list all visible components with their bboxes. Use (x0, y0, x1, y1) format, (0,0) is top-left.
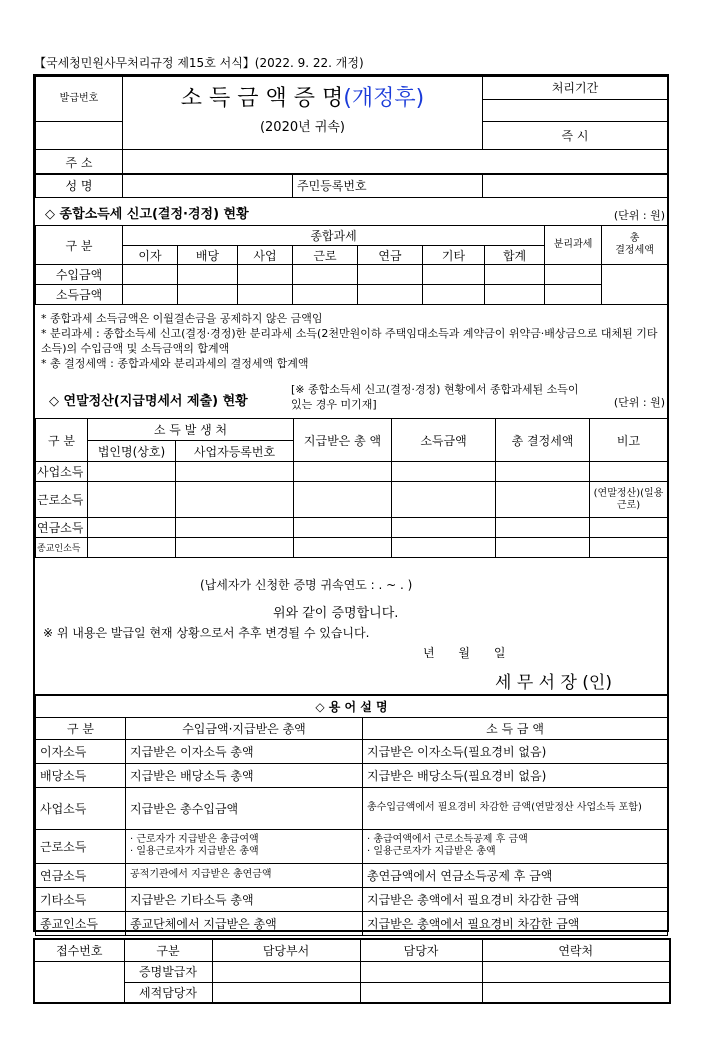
row-income: 소득금액 (36, 285, 123, 305)
col-labor: 근로 (293, 246, 358, 265)
g-h3: 소 득 금 액 (363, 717, 668, 739)
s2-col-tax: 총 결정세액 (496, 419, 590, 462)
certify-text: 위와 같이 증명합니다. (273, 606, 399, 621)
page-title: 소 득 금 액 증 명 (180, 85, 344, 111)
remark-labor: (연말정산)(일용근로) (590, 482, 668, 518)
processing-label: 처리기간 (483, 77, 667, 100)
f-row-registrar: 세적담당자 (124, 982, 212, 1003)
g-row-other: 기타소득 (36, 887, 126, 911)
issuer-person[interactable] (360, 961, 482, 982)
g-labor-b: · 총급여액에서 근로소득공제 후 금액 · 일용근로자가 지급받은 총액 (363, 829, 668, 863)
f-h-gubun: 구분 (124, 939, 212, 961)
g-pension-b: 총연금액에서 연금소득공제 후 금액 (363, 863, 668, 887)
g-other-a: 지급받은 기타소득 총액 (126, 887, 363, 911)
rrn-label: 주민등록번호 (293, 174, 483, 198)
col-pension: 연금 (358, 246, 423, 265)
s2-row-business: 사업소득 (36, 462, 88, 482)
f-h-receipt: 접수번호 (34, 939, 124, 961)
section2-unit: (단위 : 원) (613, 396, 665, 409)
settlement-table (35, 418, 668, 558)
year-label: (2020년 귀속) (259, 119, 346, 135)
s2-col-remark: 비고 (590, 419, 668, 462)
receipt-no-field[interactable] (34, 961, 124, 1003)
title-table (35, 76, 668, 175)
issuer-dept[interactable] (212, 961, 360, 982)
g-other-b: 지급받은 총액에서 필요경비 차감한 금액 (363, 887, 668, 911)
note-1: * 종합과세 소득금액은 이월결손금을 공제하지 않은 금액임 (41, 312, 323, 325)
rrn-field[interactable] (483, 174, 668, 198)
s2-row-religion: 종교인소득 (36, 538, 88, 558)
section2-title: ◇ 연말정산(지급명세서 제출) 현황 (49, 394, 248, 409)
g-row-business: 사업소득 (36, 787, 126, 829)
notice-text: ※ 위 내용은 발급일 현재 상황으로서 추후 변경될 수 있습니다. (43, 626, 370, 640)
col-gubun: 구 분 (36, 226, 123, 265)
g-row-religion: 종교인소득 (36, 911, 126, 935)
g-interest-b: 지급받은 이자소득(필요경비 없음) (363, 739, 668, 763)
name-field[interactable] (123, 174, 293, 198)
notes1 (41, 311, 665, 371)
g-row-interest: 이자소득 (36, 739, 126, 763)
issue-no-label: 발급번호 (36, 77, 123, 122)
s2-row-pension: 연금소득 (36, 518, 88, 538)
g-dividend-a: 지급받은 배당소득 총액 (126, 763, 363, 787)
note-3: * 총 결정세액 : 종합과세와 분리과세의 결정세액 합계액 (41, 357, 309, 370)
g-h1: 구 분 (36, 717, 126, 739)
col-business: 사업 (238, 246, 293, 265)
claim-year: (납세자가 신청한 증명 귀속연도 : . ~ . ) (200, 578, 413, 592)
g-dividend-b: 지급받은 배당소득(필요경비 없음) (363, 763, 668, 787)
s2-row-labor: 근로소득 (36, 482, 88, 518)
col-other: 기타 (423, 246, 485, 265)
s2-col-bizno: 사업자등록번호 (176, 441, 294, 462)
col-sum: 합계 (485, 246, 545, 265)
issue-no-value[interactable] (36, 122, 123, 150)
s2-col-source: 소 득 발 생 처 (88, 419, 294, 441)
g-business-a: 지급받은 총수입금액 (126, 787, 363, 829)
office-seal: 세 무 서 장 (인) (495, 673, 612, 693)
glossary-title: ◇ 용 어 설 명 (36, 695, 668, 717)
col-dividend: 배당 (178, 246, 238, 265)
s2-col-paid: 지급받은 총 액 (294, 419, 392, 462)
g-labor-a: · 근로자가 지급받은 총급여액 · 일용근로자가 지급받은 총액 (126, 829, 363, 863)
income-table (35, 225, 668, 305)
g-row-pension: 연금소득 (36, 863, 126, 887)
col-group: 종합과세 (123, 226, 545, 246)
section1-unit: (단위 : 원) (613, 209, 665, 222)
registrar-contact[interactable] (482, 982, 670, 1003)
g-h2: 수입금액·지급받은 총액 (126, 717, 363, 739)
g-row-dividend: 배당소득 (36, 763, 126, 787)
issuer-contact[interactable] (482, 961, 670, 982)
g-business-b: 총수입금액에서 필요경비 차감한 금액(연말정산 사업소득 포함) (363, 787, 668, 829)
s2-col-income: 소득금액 (392, 419, 496, 462)
s2-col-gubun: 구 분 (36, 419, 88, 462)
f-h-person: 담당자 (360, 939, 482, 961)
f-h-contact: 연락처 (482, 939, 670, 961)
col-sep: 분리과세 (545, 226, 602, 265)
footer-table (33, 938, 671, 1004)
g-row-labor: 근로소득 (36, 829, 126, 863)
processing-value: 즉 시 (483, 122, 668, 150)
issue-date: 년 월 일 (423, 646, 506, 660)
registrar-dept[interactable] (212, 982, 360, 1003)
title-suffix: (개정후) (343, 85, 425, 111)
row-revenue: 수입금액 (36, 265, 123, 285)
registrar-person[interactable] (360, 982, 482, 1003)
col-total: 총 결정세액 (602, 226, 668, 265)
f-row-issuer: 증명발급자 (124, 961, 212, 982)
f-h-dept: 담당부서 (212, 939, 360, 961)
glossary-table (35, 694, 668, 936)
address-label: 주 소 (36, 150, 123, 175)
g-religion-b: 지급받은 총액에서 필요경비 차감한 금액 (363, 911, 668, 935)
col-interest: 이자 (123, 246, 178, 265)
g-religion-a: 종교단체에서 지급받은 총액 (126, 911, 363, 935)
s2-col-corp: 법인명(상호) (88, 441, 176, 462)
note-2: * 분리과세 : 종합소득세 신고(결정·경정)한 분리과세 소득(2천만원이하 주택임대소득과 계약금이 위약금·배상금으로 대체된 기타소득)의 수입금액 및 소득금액의 합계액 (41, 327, 658, 355)
name-table (35, 173, 668, 198)
form-header: 【국세청민원사무처리규정 제15호 서식】(2022. 9. 22. 개정) (34, 56, 364, 70)
title-cell (123, 77, 483, 150)
address-field[interactable] (123, 150, 668, 175)
form-body (33, 74, 669, 932)
section2-note: [※ 종합소득세 신고(결정·경정) 현황에서 종합과세된 소득이 있는 경우 미기재] (291, 383, 579, 411)
g-pension-a: 공적기관에서 지급받은 총연금액 (126, 863, 363, 887)
g-interest-a: 지급받은 이자소득 총액 (126, 739, 363, 763)
section1-title: ◇ 종합소득세 신고(결정·경정) 현황 (45, 207, 249, 222)
name-label: 성 명 (36, 174, 123, 198)
